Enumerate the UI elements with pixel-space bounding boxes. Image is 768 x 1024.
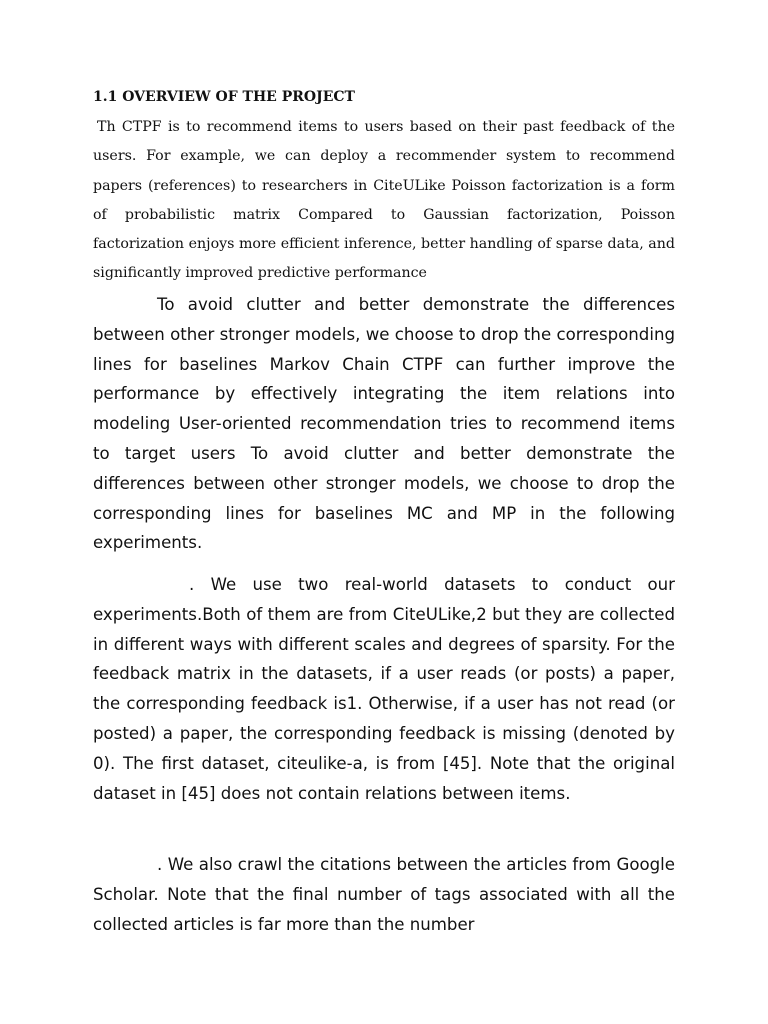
body-paragraph-datasets-text: . We use two real-world datasets to conduct our experiments.Both of them are from CiteULike,2 but they are collected in different ways with different scales and degrees of sparsity. For the feedback matrix in the datasets, if a user reads (or posts) a paper, the corresponding feedback is1. Otherwise, if a user has not read (or posted) a paper, the corresponding feedback is missing (denoted by 0). The first dataset, citeulike-a, is from [45]. Note that the original dataset in [45] does not contain relations between items. <box>93 575 675 803</box>
overview-paragraph-text: Th CTPF is to recommend items to users based on their past feedback of the users. For example, we can deploy a recommender system to recommend papers (references) to researchers in CiteULike Poisson factorization is a form of probabilistic matrix Compared to Gaussian factorization, Poisson factorization enjoys more efficient inference, better handling of sparse data, and significantly improved predictive performance <box>93 119 675 282</box>
body-paragraph-clutter <box>93 290 675 558</box>
body-paragraph-citations-text: . We also crawl the citations between the articles from Google Scholar. Note that the final number of tags associated with all the collected articles is far more than the number <box>93 855 675 934</box>
body-paragraph-clutter-text: To avoid clutter and better demonstrate the differences between other stronger models, we choose to drop the corresponding lines for baselines Markov Chain CTPF can further improve the performance by effectively integrating the item relations into modeling User-oriented recommendation tries to recommend items to target users To avoid clutter and better demonstrate the differences between other stronger models, we choose to drop the corresponding lines for baselines MC and MP in the following experiments. <box>93 295 675 553</box>
overview-paragraph <box>93 113 675 289</box>
body-paragraph-datasets <box>93 570 675 808</box>
body-paragraph-citations <box>93 850 675 939</box>
section-heading: 1.1 OVERVIEW OF THE PROJECT <box>93 89 355 105</box>
